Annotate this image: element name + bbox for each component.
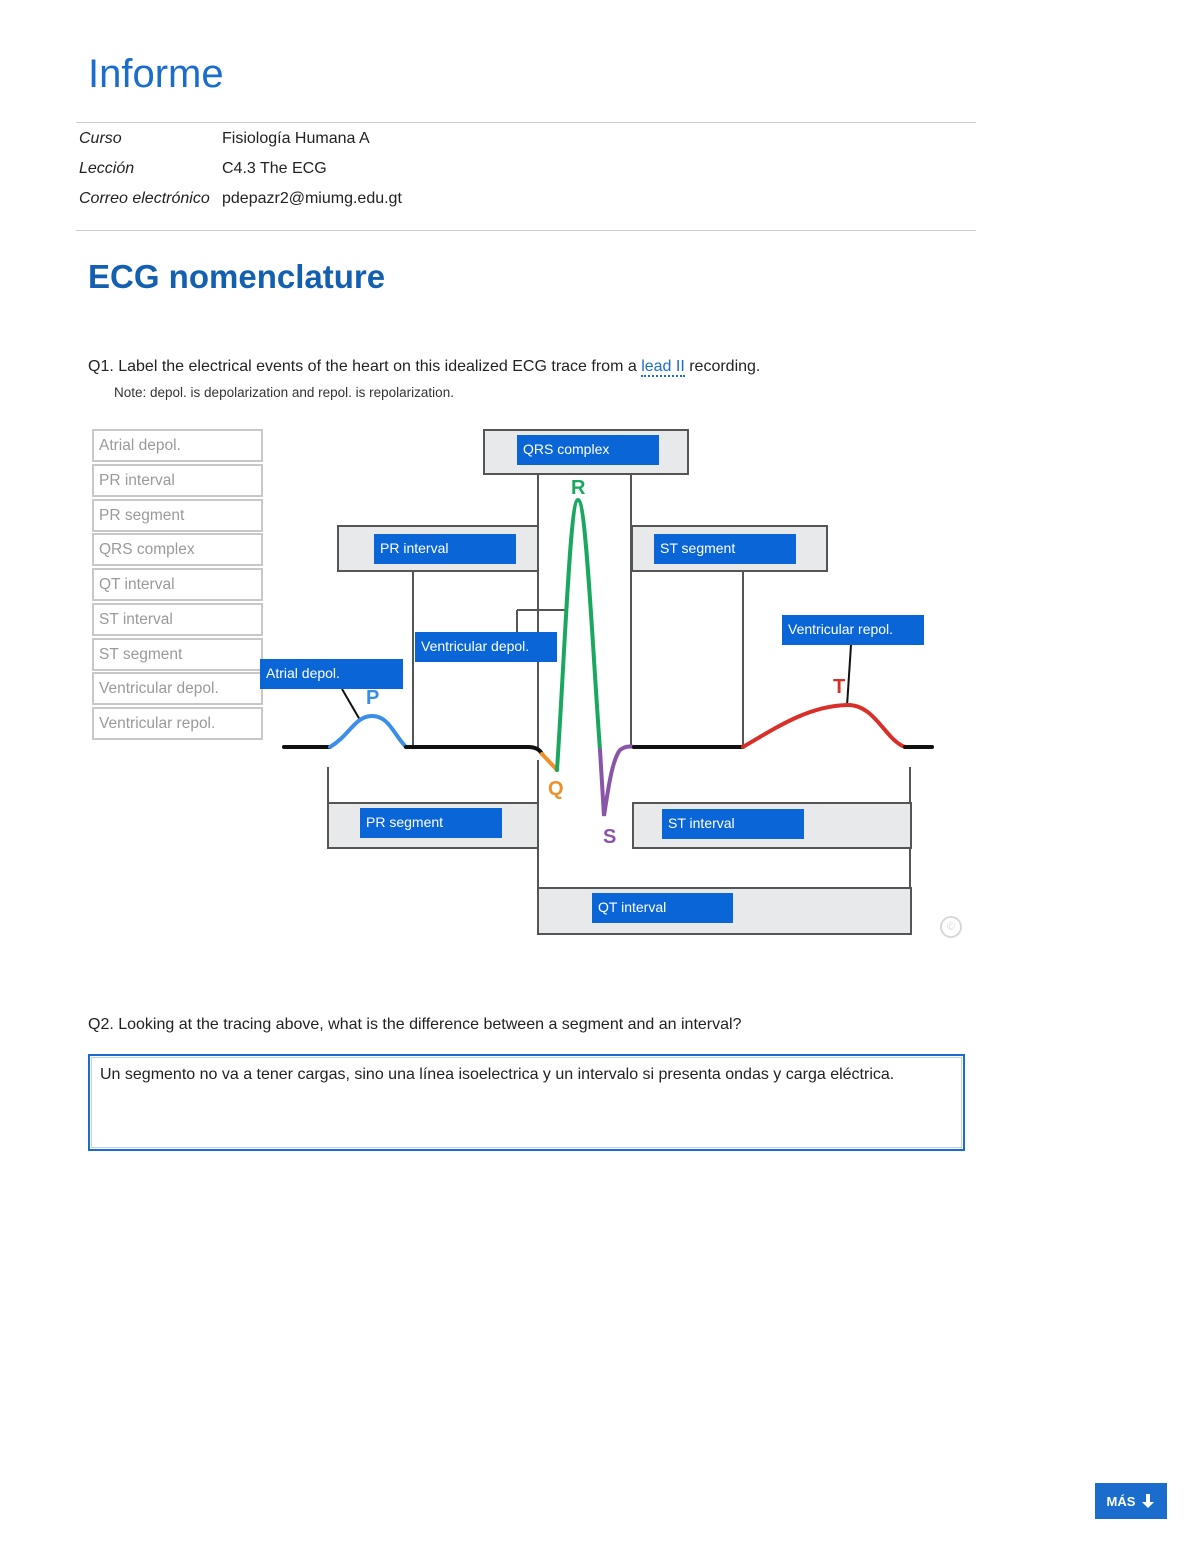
t-wave-label: T — [833, 676, 846, 698]
lead-ii-link[interactable]: lead II — [641, 358, 685, 375]
answer-textarea[interactable] — [88, 1054, 965, 1151]
meta-key-lesson: Lección — [79, 160, 135, 177]
s-wave-label: S — [603, 826, 617, 848]
bank-label-pr-segment[interactable]: PR segment — [92, 499, 263, 532]
question-1-note: Note: depol. is depolarization and repol. is repolarization. — [114, 385, 454, 400]
bank-label-qt-interval[interactable]: QT interval — [92, 568, 263, 601]
question-1-suffix: recording. — [684, 358, 761, 375]
bank-label-ventricular-depol[interactable]: Ventricular depol. — [92, 672, 263, 705]
meta-value-lesson: C4.3 The ECG — [222, 160, 327, 177]
placed-pr-segment[interactable]: PR segment — [360, 808, 502, 838]
question-1-text: Q1. Label the electrical events of the heart on this idealized ECG trace from a — [88, 358, 642, 375]
q-wave-label: Q — [548, 778, 564, 800]
meta-key-email: Correo electrónico — [79, 190, 210, 207]
more-button-label: MÁS — [1106, 1493, 1136, 1509]
placed-pr-interval[interactable]: PR interval — [374, 534, 516, 564]
bank-label-st-interval[interactable]: ST interval — [92, 603, 263, 636]
bank-label-atrial-depol[interactable]: Atrial depol. — [92, 429, 263, 462]
question-2: Q2. Looking at the tracing above, what is the difference between a segment and an interval? — [88, 1016, 742, 1033]
bank-label-ventricular-repol[interactable]: Ventricular repol. — [92, 707, 263, 740]
r-wave-label: R — [571, 477, 586, 499]
bank-label-qrs-complex[interactable]: QRS complex — [92, 533, 263, 566]
placed-st-segment[interactable]: ST segment — [654, 534, 796, 564]
copyright-icon: © — [940, 916, 962, 938]
meta-value-course: Fisiología Humana A — [222, 130, 370, 147]
placed-ventricular-depol[interactable]: Ventricular depol. — [415, 632, 557, 662]
p-wave-label: P — [366, 687, 380, 709]
page-title: Informe — [88, 52, 224, 96]
placed-qt-interval[interactable]: QT interval — [592, 893, 733, 923]
arrow-down-icon — [1141, 1493, 1155, 1509]
placed-ventricular-repol[interactable]: Ventricular repol. — [782, 615, 924, 645]
bank-label-pr-interval[interactable]: PR interval — [92, 464, 263, 497]
placed-atrial-depol[interactable]: Atrial depol. — [260, 659, 403, 689]
meta-value-email: pdepazr2@miumg.edu.gt — [222, 190, 402, 207]
section-title: ECG nomenclature — [88, 258, 386, 295]
placed-st-interval[interactable]: ST interval — [662, 809, 804, 839]
bank-label-st-segment[interactable]: ST segment — [92, 638, 263, 671]
more-button[interactable] — [1095, 1483, 1167, 1519]
meta-key-course: Curso — [79, 130, 122, 147]
placed-qrs-complex[interactable]: QRS complex — [517, 435, 659, 465]
